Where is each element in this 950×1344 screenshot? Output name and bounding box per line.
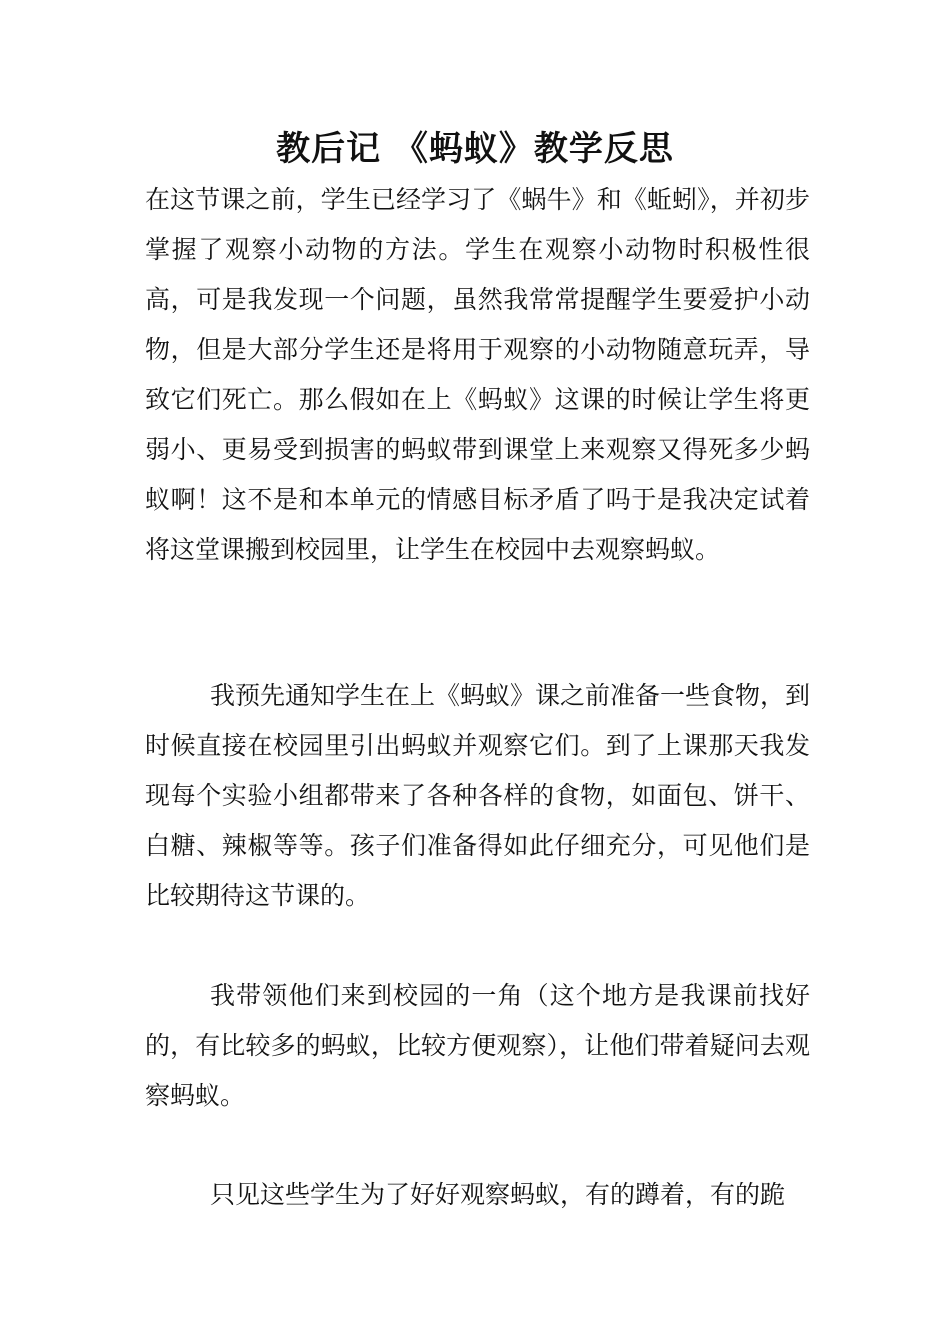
paragraph-1: 在这节课之前，学生已经学习了《蜗牛》和《蚯蚓》，并初步掌握了观察小动物的方法。学生在观察小动物时积极性很高，可是我发现一个问题，虽然我常常提醒学生要爱护小动物，但是大部分学生还是将用于观察的小动物随意玩弄，导致它们死亡。那么假如在上《蚂蚁》这课的时候让学生将更弱小、更易受到损害的蚂蚁带到课堂上来观察又得死多少蚂蚁啊！这不是和本单元的情感目标矛盾了吗于是我决定试着将这堂课搬到校园里，让学生在校园中去观察蚂蚁。 bbox=[145, 185, 810, 564]
document-title: 教后记 《蚂蚁》教学反思 bbox=[276, 129, 674, 169]
paragraph-2: 我预先通知学生在上《蚂蚁》课之前准备一些食物，到时候直接在校园里引出蚂蚁并观察它们。到了上课那天我发现每个实验小组都带来了各种各样的食物，如面包、饼干、白糖、辣椒等等。孩子们准备得如此仔细充分，可见他们是比较期待这节课的。 bbox=[145, 681, 811, 910]
paragraph-3: 我带领他们来到校园的一角（这个地方是我课前找好的，有比较多的蚂蚁，比较方便观察），让他们带着疑问去观察蚂蚁。 bbox=[145, 981, 810, 1110]
paragraph-4: 只见这些学生为了好好观察蚂蚁，有的蹲着，有的跪 bbox=[210, 1180, 786, 1209]
